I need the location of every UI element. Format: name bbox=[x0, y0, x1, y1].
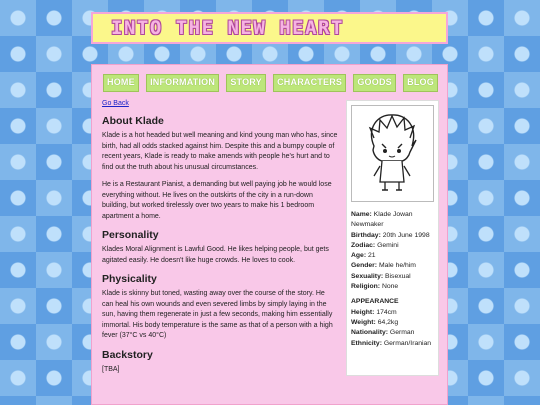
weight-value: 64,2kg bbox=[377, 318, 399, 326]
about-paragraph-1: Klade is a hot headed but well meaning and kind young man who has, since birth, had all odds stacked against him. Despite this and a bumpy couple of recent years, Klade is ready to make amends with people he's hurt and to find out the truth about his unusual circumstances. bbox=[102, 132, 338, 171]
name-value: Klade Jowan Newmaker bbox=[351, 211, 413, 229]
nationality-value: German bbox=[389, 329, 415, 337]
height-value: 174cm bbox=[376, 308, 397, 316]
gender-label: Gender: bbox=[351, 262, 378, 270]
nav-home[interactable]: HOME bbox=[104, 75, 138, 91]
nationality-label: Nationality: bbox=[351, 329, 389, 337]
chibi-character-drawing bbox=[352, 106, 433, 201]
profile-birthday-row bbox=[351, 231, 434, 241]
profile-zodiac-row bbox=[351, 241, 434, 251]
profile-nationality-row bbox=[351, 328, 434, 338]
go-back-link[interactable]: Go Back bbox=[102, 100, 129, 107]
physicality-heading: Physicality bbox=[102, 273, 157, 285]
profile-sidebar bbox=[346, 100, 439, 376]
sexuality-label: Sexuality: bbox=[351, 272, 384, 280]
personality-heading: Personality bbox=[102, 229, 159, 241]
nav-information[interactable]: INFORMATION bbox=[147, 75, 218, 91]
ethnicity-label: Ethnicity: bbox=[351, 339, 382, 347]
zodiac-label: Zodiac: bbox=[351, 241, 376, 249]
height-label: Height: bbox=[351, 308, 375, 316]
gender-value: Male he/him bbox=[378, 262, 416, 270]
zodiac-value: Gemini bbox=[377, 241, 399, 249]
physicality-paragraph: Klade is skinny but toned, wasting away over the course of the story. He can heal his own wounds and even severed limbs by simply laying in the sun, having them regenerate in just a few seconds, making him essentially immortal. His body temperature is the same as that of a person with a high fever (37°C vs 40°C) bbox=[102, 290, 333, 339]
profile-sexuality-row bbox=[351, 272, 434, 282]
profile-height-row bbox=[351, 308, 434, 318]
appearance-heading: APPEARANCE bbox=[351, 298, 399, 306]
site-title[interactable]: INTO THE NEW HEART bbox=[111, 17, 344, 39]
profile-name-row bbox=[351, 210, 434, 231]
nav-blog[interactable]: BLOG bbox=[404, 75, 437, 91]
profile-ethnicity-row bbox=[351, 339, 434, 349]
religion-label: Religion: bbox=[351, 283, 381, 291]
age-label: Age: bbox=[351, 252, 367, 260]
character-content bbox=[102, 115, 338, 382]
age-value: 21 bbox=[368, 252, 376, 260]
profile-age-row bbox=[351, 251, 434, 261]
backstory-heading: Backstory bbox=[102, 348, 153, 361]
page-container bbox=[91, 64, 448, 405]
main-nav bbox=[104, 75, 437, 91]
ethnicity-value: German/Iranian bbox=[383, 339, 432, 347]
backstory-paragraph: [TBA] bbox=[102, 365, 120, 373]
about-paragraph-2: He is a Restaurant Pianist, a demanding but well paying job he would lose everything without. He lives on the outskirts of the city in a run-down building, but worked tirelessly over two years to make his 1 bedroom apartment a home. bbox=[102, 181, 332, 220]
sexuality-value: Bisexual bbox=[385, 272, 411, 280]
nav-goods[interactable]: GOODS bbox=[354, 75, 395, 91]
personality-paragraph: Klades Moral Alignment is Lawful Good. He likes helping people, but gets agitated easily. He doesn't like huge crowds. He loves to cook. bbox=[102, 246, 329, 264]
nav-story[interactable]: STORY bbox=[227, 75, 265, 91]
profile-info bbox=[351, 210, 434, 349]
character-portrait bbox=[351, 105, 434, 202]
religion-value: None bbox=[381, 283, 399, 291]
weight-label: Weight: bbox=[351, 318, 376, 326]
birthday-label: Birthday: bbox=[351, 231, 381, 239]
birthday-value: 20th June 1998 bbox=[382, 231, 430, 239]
name-label: Name: bbox=[351, 211, 372, 218]
profile-weight-row bbox=[351, 318, 434, 328]
nav-characters[interactable]: CHARACTERS bbox=[274, 75, 345, 91]
profile-gender-row bbox=[351, 261, 434, 271]
profile-religion-row bbox=[351, 282, 434, 292]
site-header bbox=[91, 12, 448, 44]
about-heading: About Klade bbox=[102, 115, 164, 127]
